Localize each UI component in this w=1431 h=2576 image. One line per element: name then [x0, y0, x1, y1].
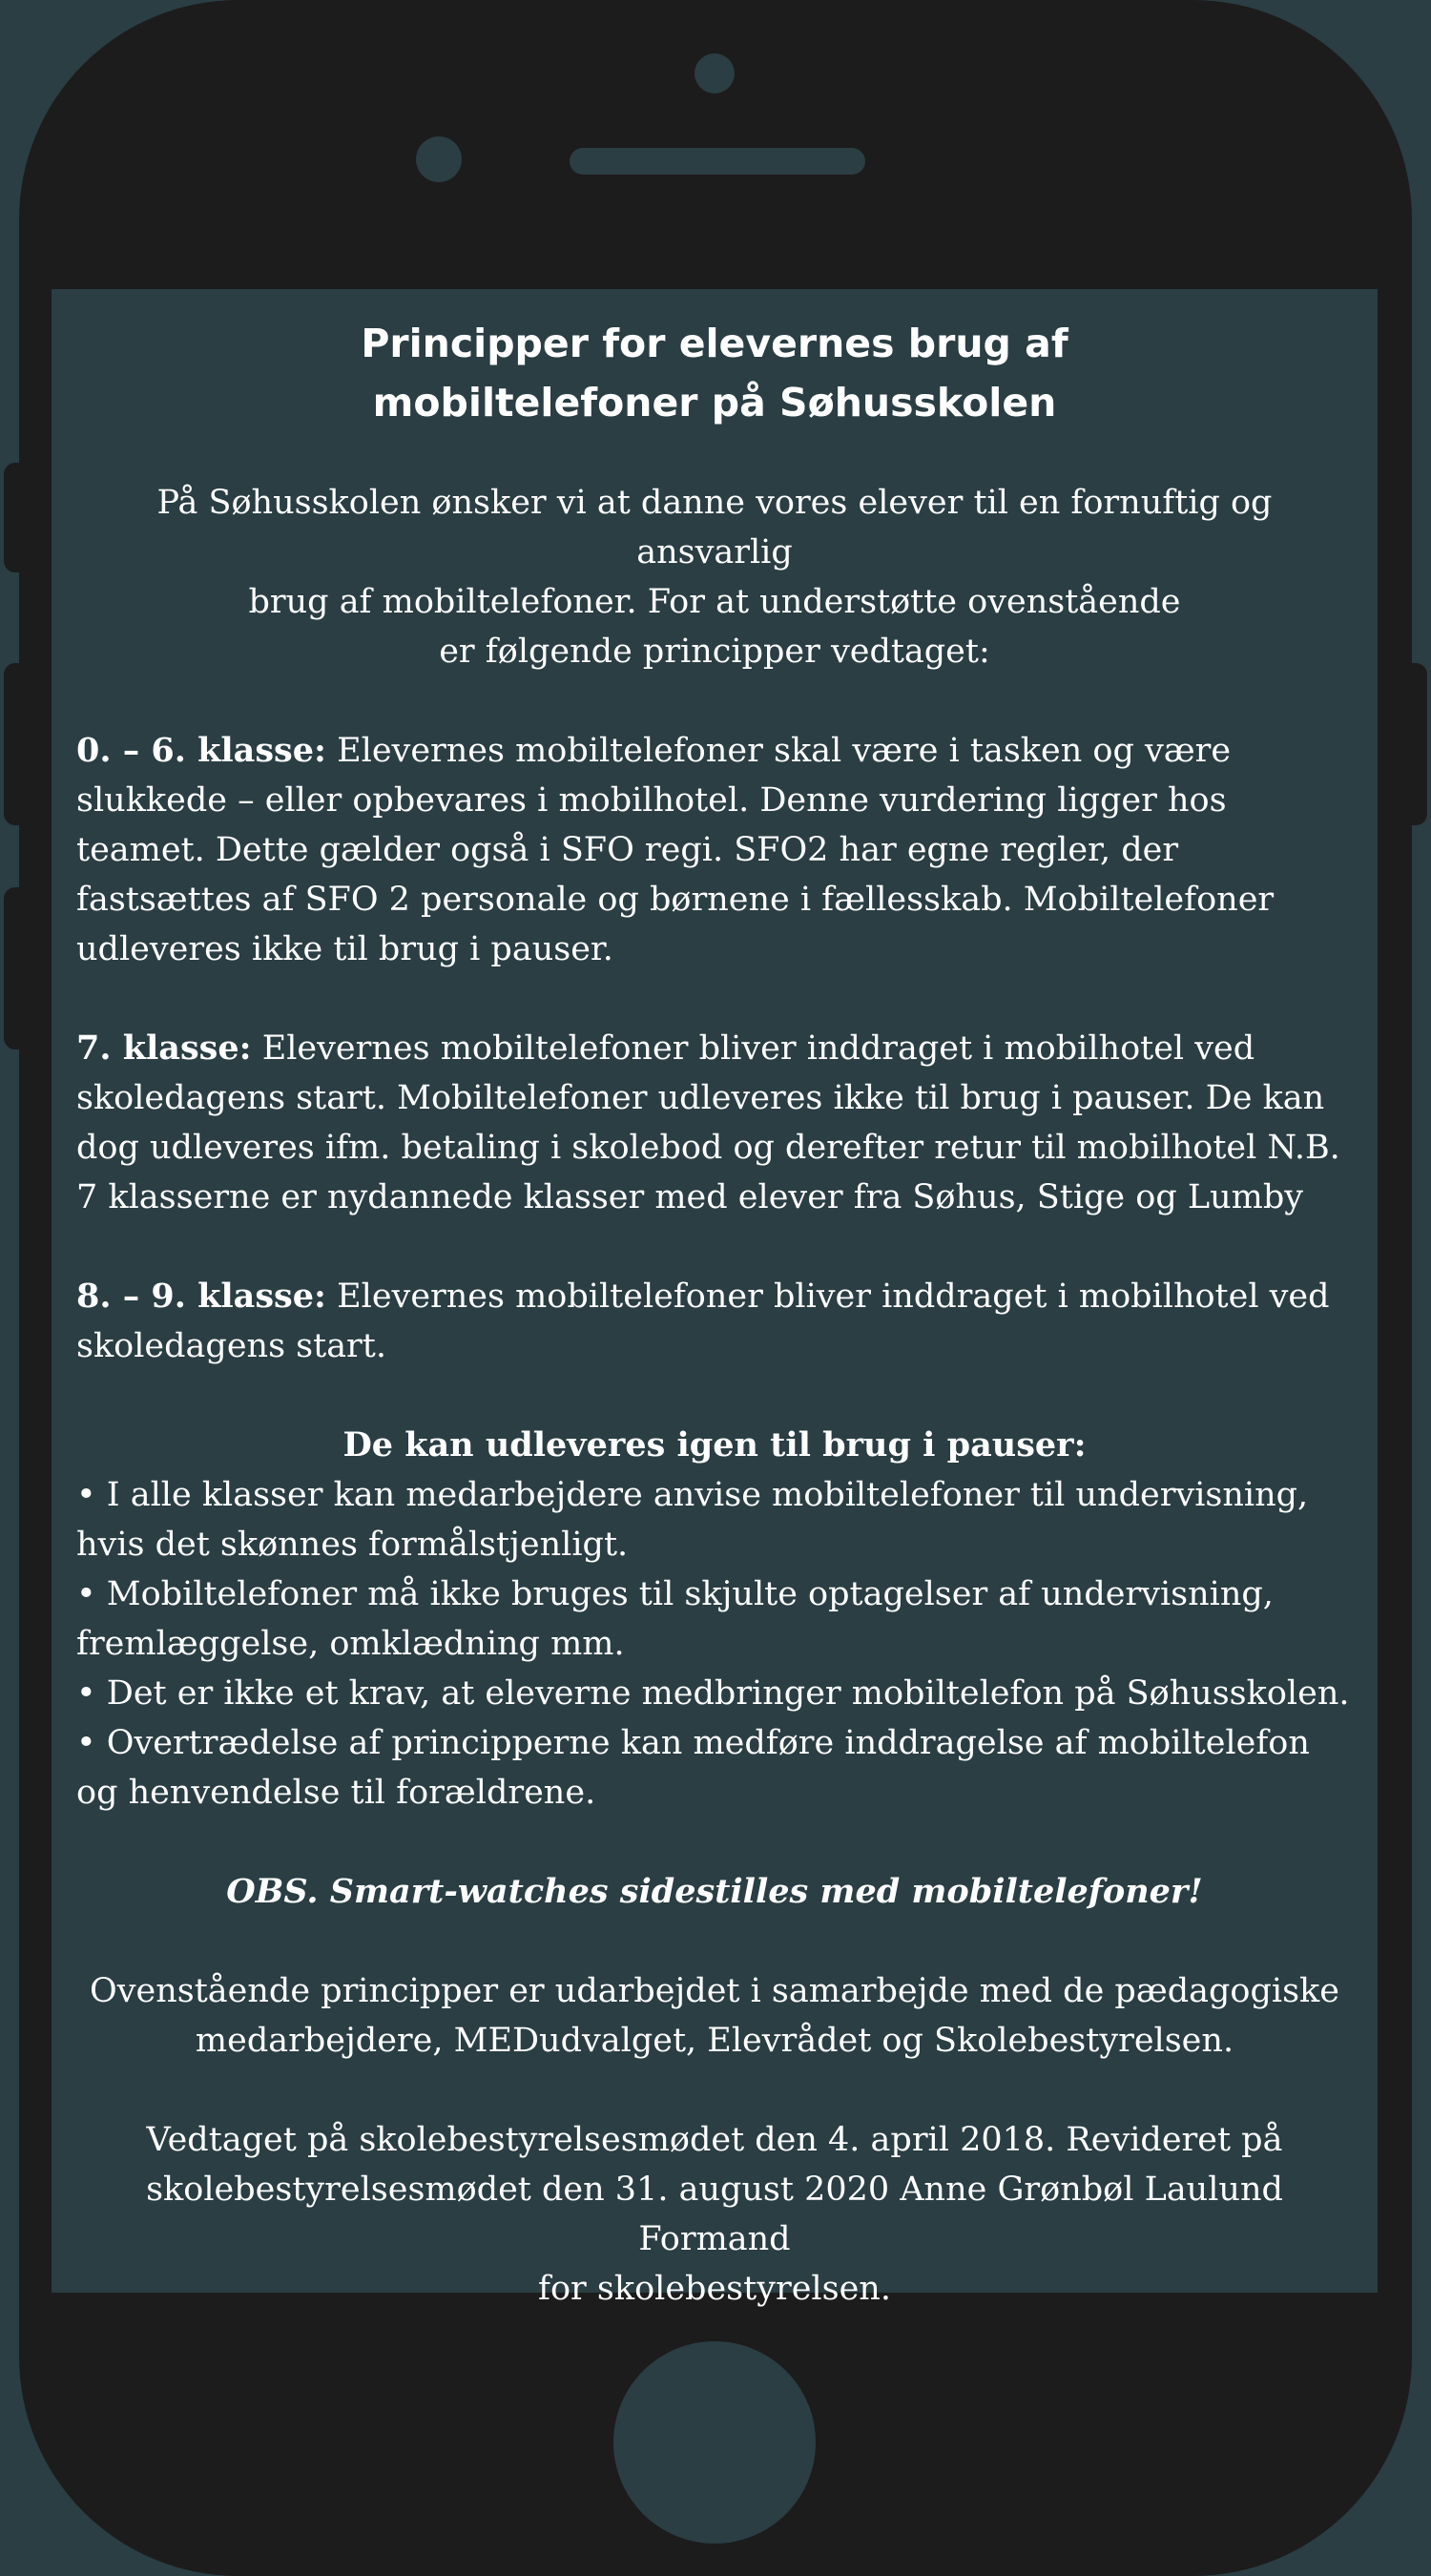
title-line-2: mobiltelefoner på Søhusskolen: [372, 380, 1057, 426]
section-heading: 8. – 9. klasse:: [76, 1277, 326, 1316]
intro-paragraph: [76, 478, 1353, 676]
rules-list: [76, 1470, 1353, 1818]
section-heading: 7. klasse:: [76, 1028, 252, 1068]
section-grade-0-6: [76, 726, 1353, 974]
list-item: • Overtrædelse af principperne kan medføre inddragelse af mobiltelefon og henvendelse til forældrene.: [76, 1724, 1310, 1812]
pause-heading: [76, 1421, 1353, 1470]
closing-paragraph-2: [76, 2115, 1353, 2314]
closing1-line-2: medarbejdere, MEDudvalget, Elevrådet og Skolebestyrelsen.: [195, 2022, 1234, 2060]
closing1-line-1: Ovenstående principper er udarbejdet i samarbejde med de pædagogiske: [90, 1972, 1339, 2010]
obs-note: OBS. Smart-watches sidestilles med mobiltelefoner!: [226, 1872, 1203, 1911]
section-text: Elevernes mobiltelefoner skal være i tasken og være slukkede – eller opbevares i mobilhotel. Denne vurdering ligger hos teamet. Dette gælder også i SFO regi. SFO2 har egne regler, der fastsættes af SFO 2 personale og børnene i fællesskab. Mobiltelefoner udleveres ikke til brug i pauser.: [76, 732, 1275, 968]
pause-heading-text: De kan udleveres igen til brug i pauser:: [342, 1425, 1087, 1465]
closing2-line-1: Vedtaget på skolebestyrelsesmødet den 4. april 2018. Revideret på: [146, 2121, 1283, 2159]
closing-paragraph-1: [76, 1966, 1353, 2066]
section-text: Elevernes mobiltelefoner bliver inddraget i mobilhotel ved skoledagens start. Mobiltelefoner udleveres ikke til brug i pauser. De kan dog udleveres ifm. betaling i skolebod og derefter retur til mobilhotel N.B. 7 klasserne er nydannede klasser med elever fra Søhus, Stige og Lumby: [76, 1029, 1340, 1216]
title-line-1: Principper for elevernes brug af: [361, 321, 1068, 366]
sensor-icon: [416, 136, 462, 182]
section-grade-7: [76, 1024, 1353, 1222]
front-camera-icon: [695, 53, 735, 93]
list-item: • Det er ikke et krav, at eleverne medbringer mobiltelefon på Søhusskolen.: [76, 1674, 1350, 1713]
intro-line-1: På Søhusskolen ønsker vi at danne vores elever til en fornuftig og ansvarlig: [156, 484, 1273, 571]
section-text: Elevernes mobiltelefoner bliver inddraget i mobilhotel ved skoledagens start.: [76, 1278, 1330, 1365]
section-grade-8-9: [76, 1272, 1353, 1371]
home-button[interactable]: [613, 2341, 816, 2544]
phone-screen: [52, 289, 1378, 2308]
list-item: • I alle klasser kan medarbejdere anvise mobiltelefoner til undervisning, hvis det skønnes formålstjenligt.: [76, 1476, 1309, 1564]
closing2-line-2: skolebestyrelsesmødet den 31. august 2020 Anne Grønbøl Laulund Formand: [146, 2171, 1283, 2258]
page-title: [76, 314, 1353, 432]
intro-line-3: er følgende principper vedtaget:: [439, 633, 990, 671]
closing2-line-3: for skolebestyrelsen.: [538, 2270, 891, 2308]
section-heading: 0. – 6. klasse:: [76, 731, 326, 770]
list-item: • Mobiltelefoner må ikke bruges til skjulte optagelser af undervisning, fremlæggelse, omklædning mm.: [76, 1575, 1274, 1663]
intro-line-2: brug af mobiltelefoner. For at understøtte ovenstående: [248, 583, 1181, 621]
earpiece-speaker: [570, 148, 865, 175]
